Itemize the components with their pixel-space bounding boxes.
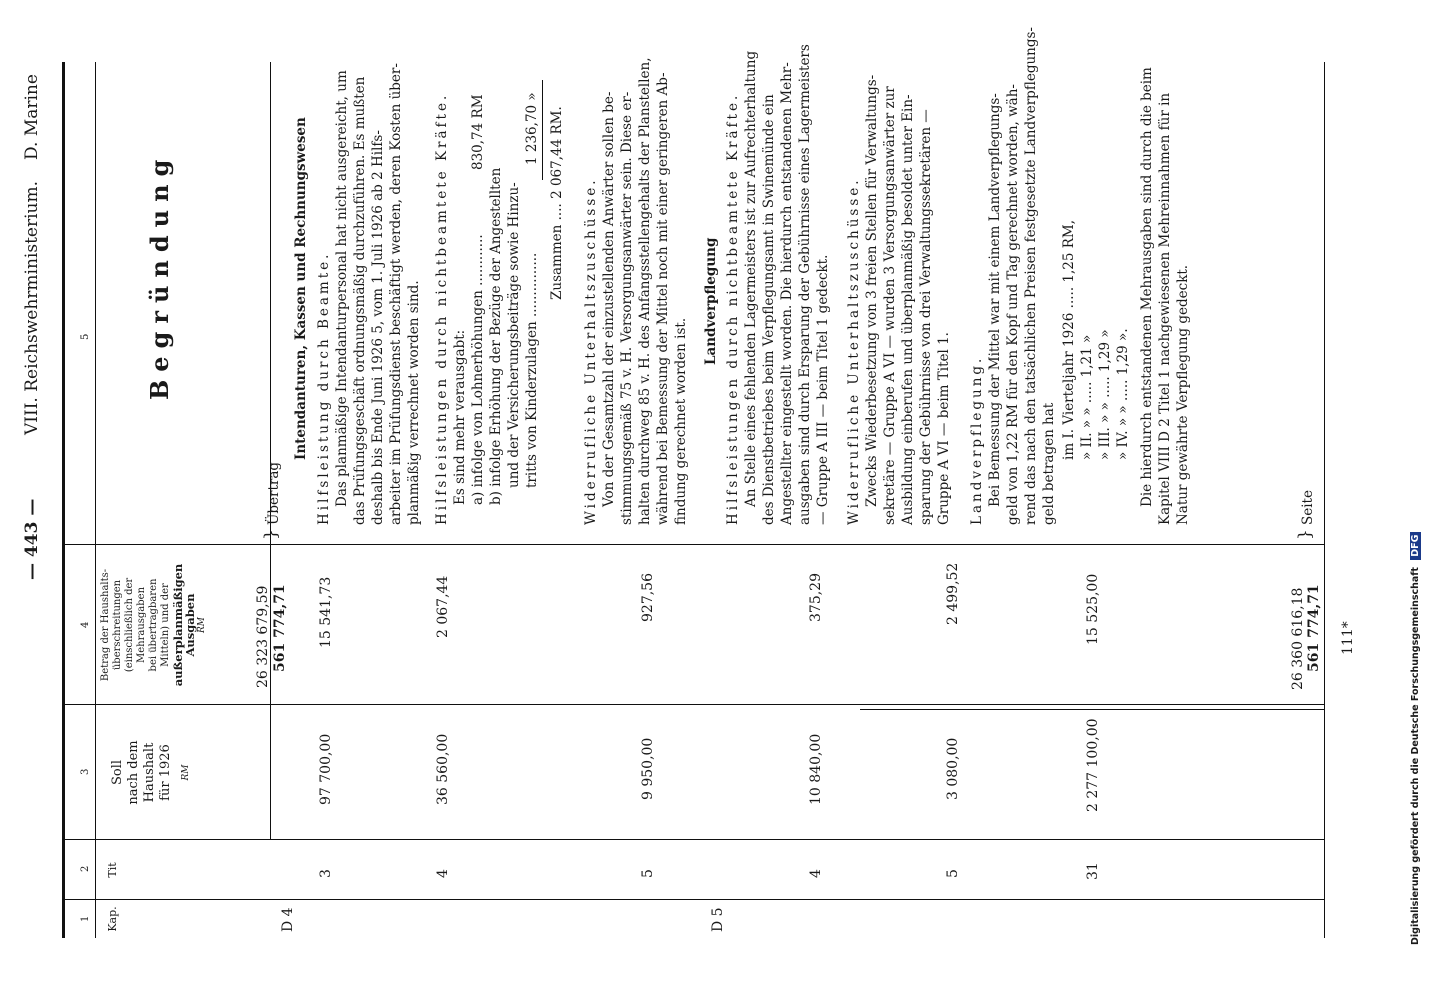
kap-d5: D 5: [710, 907, 726, 932]
carry-out-amount-1: 26 360 616,18: [1290, 587, 1306, 690]
row4-soll: 10 840,00: [808, 733, 824, 805]
dfg-sidebar: [1410, 532, 1421, 945]
row6-betrag: 15 525,00: [1085, 573, 1101, 645]
row3-betrag: 927,56: [640, 573, 656, 622]
column-number-rule: [95, 62, 96, 938]
carry-in-label: Übertrag: [266, 461, 282, 525]
tit-header: Tit: [106, 862, 119, 878]
bottom-rule: [1324, 62, 1325, 938]
paragraph-4: Zwecks Wiederbesetzung von 3 freien Stellen für Verwaltungs- sekretäre — Gruppe A VI — wurden 3 Versorgungsanwärter zur Ausbildung einberufen und überplanmäßig besoldet unter Ein- sparung der Gebührnisse von drei Verwaltungssekretären — Gruppe A VI — beim Titel 1.: [864, 74, 952, 525]
row4-betrag: 375,29: [808, 573, 824, 622]
betrag-header: Betrag der Haushalts- überschreitungen (einschließlich der Mehrausgaben bei übertragbaren Mitteln) und der außerplanmäßigen Ausgaben RM: [100, 563, 207, 687]
header-rule: [270, 62, 271, 840]
column-number-3: 3: [80, 768, 91, 775]
paragraph-2: Von der Gesamtzahl der einzustellenden Anwärter sollen be- stimmungsgemäß 75 v. H. Versorgungsanwärter sein. Diese er- halten durchweg 85 v. H. des Anfangsstellengehalts der Planstellen, während bei Bemessung der Mittel noch mit einer geringeren Ab- findung gerechnet worden ist.: [601, 57, 689, 525]
quarter-4: » IV. » » ..... 1,29 ».: [1115, 328, 1131, 460]
quarter-3: » III. » » ..... 1,29 »: [1097, 329, 1113, 460]
mehr-verausgabt: Es sind mehr verausgabt:: [452, 329, 468, 505]
carry-out-brace: }: [1295, 529, 1315, 540]
row1-tit: 3: [318, 869, 334, 878]
top-rule: [62, 62, 65, 938]
carry-in-amount-2: 561 774,71: [272, 584, 288, 672]
column-number-4: 4: [80, 621, 91, 628]
row4-tit: 4: [808, 869, 824, 878]
intendantur-heading: Intendanturen, Kassen und Rechnungswesen: [293, 117, 309, 460]
section-title: D. Marine: [22, 74, 42, 160]
col1-divider: [62, 899, 1324, 900]
quarterly-rates: [1060, 220, 1132, 460]
paragraph-1: Das planmäßige Intendanturpersonal hat nicht ausgereicht, um das Prüfungsgeschäft ordnungsmäßig durchzuführen. Es mußten deshalb bis Ende Juni 1926 5, vom 1. Juli 1926 ab 2 Hilfs- arbeiter im Prüfungsdienst beschäftigt werden, deren Kosten über- planmäßig verrechnet worden sind.: [334, 63, 422, 525]
dfg-sidebar-text: Digitalisierung gefördert durch die Deutsche Forschungsgemeinschaft: [1410, 567, 1421, 945]
row2-soll: 36 560,00: [435, 733, 451, 805]
col2-divider: [62, 839, 1324, 840]
zusammen: Zusammen .... 2 067,44 RM.: [549, 106, 565, 300]
sum-rule: [542, 80, 543, 180]
carry-out-label: Seite: [1300, 490, 1316, 525]
row1-betrag: 15 541,73: [318, 576, 334, 648]
row6-tit: 31: [1085, 862, 1101, 880]
soll-header: Soll nach dem Haushalt für 1926 RM: [110, 740, 191, 805]
landverpflegung-heading: Landverpflegung: [703, 237, 719, 365]
kap-header: Kap.: [106, 906, 119, 932]
item-b-line3: tritts von Kinderzulagen ...............: [524, 252, 540, 488]
item-a-amount: 830,74 RM: [470, 94, 486, 170]
landverpflegung: Landverpflegung.: [969, 355, 985, 525]
item-b-line2: und der Versicherungsbeiträge sowie Hinzu-: [506, 182, 522, 488]
row2-betrag: 2 067,44: [435, 575, 451, 638]
item-b-line1: b) infolge Erhöhung der Bezüge der Angestellten: [488, 167, 504, 505]
item-a: a) infolge von Lohnerhöhungen ............: [470, 234, 486, 505]
paragraph-3: An Stelle eines fehlenden Lagermeisters ist zur Aufrechterhaltung des Dienstbetriebes beim Verpflegungsamt in Swinemünde ein Angestellter eingestellt worden. Die hierdurch entstandenen Mehr- ausgaben sind durch Ersparung der Gebührnisse eines Lagermeisters — Gruppe A III — beim Titel 1 gedeckt.: [743, 44, 831, 525]
column-number-5: 5: [80, 333, 91, 340]
item-b-amount: 1 236,70 »: [524, 92, 540, 165]
col3-divider: [62, 704, 1324, 705]
page-mark: 111*: [1340, 621, 1356, 655]
row6-soll: 2 277 100,00: [1085, 718, 1101, 812]
ministry-title: VIII. Reichswehrministerium.: [22, 180, 42, 435]
paragraph-6: Die hierdurch entstandenen Mehrausgaben sind durch die beim Kapitel VIII D 2 Titel 1 nachgewiesenen Mehreinnahmen für in Natur gewährte Verpflegung gedeckt.: [1139, 67, 1191, 525]
row3-tit: 5: [640, 869, 656, 878]
paragraph-5: Bei Bemessung der Mittel war mit einem Landverpflegungs- geld von 1,22 RM für den Kopf und Tag gerechnet worden, wäh- rend das nach den tatsächlichen Preisen festgesetzte Landverpflegungs- geld betragen hat: [987, 27, 1057, 525]
hilfsleistung-nichtbeamte: Hilfsleistungen durch nichtbeamtete Kräfte.: [434, 92, 450, 525]
carry-out-amount-2: 561 774,71: [1306, 584, 1322, 672]
row3-soll: 9 950,00: [640, 737, 656, 800]
column-number-1: 1: [80, 915, 91, 922]
carry-in-amount-1: 26 323 679,59: [255, 585, 271, 688]
begruendung-title: Begründung: [145, 151, 174, 400]
hilfsleistungen-2: Hilfsleistungen durch nichtbeamtete Kräfte.: [725, 92, 741, 525]
row2-tit: 4: [435, 869, 451, 878]
dfg-logo: DFG: [1410, 532, 1421, 560]
widerrufliche-1: Widerrufliche Unterhaltszuschüsse.: [583, 177, 599, 525]
quarter-2: » II. » » ..... 1,21 »: [1079, 334, 1095, 460]
widerrufliche-2: Widerrufliche Unterhaltszuschüsse.: [846, 177, 862, 525]
row5-tit: 5: [945, 869, 961, 878]
carry-in-brace: }: [261, 529, 281, 540]
quarter-1: im I. Vierteljahr 1926 ..... 1,25 RM,: [1061, 219, 1077, 460]
kap-d4: D 4: [280, 907, 296, 932]
row5-soll: 3 080,00: [945, 737, 961, 800]
carry-divider: [860, 709, 1324, 710]
col4-divider: [62, 544, 1324, 545]
column-number-2: 2: [80, 865, 91, 872]
row5-betrag: 2 499,52: [945, 562, 961, 625]
hilfsleistung-beamte: Hilfsleistung durch Beamte.: [316, 251, 332, 525]
page-number: — 443 —: [22, 498, 42, 580]
row1-soll: 97 700,00: [318, 733, 334, 805]
